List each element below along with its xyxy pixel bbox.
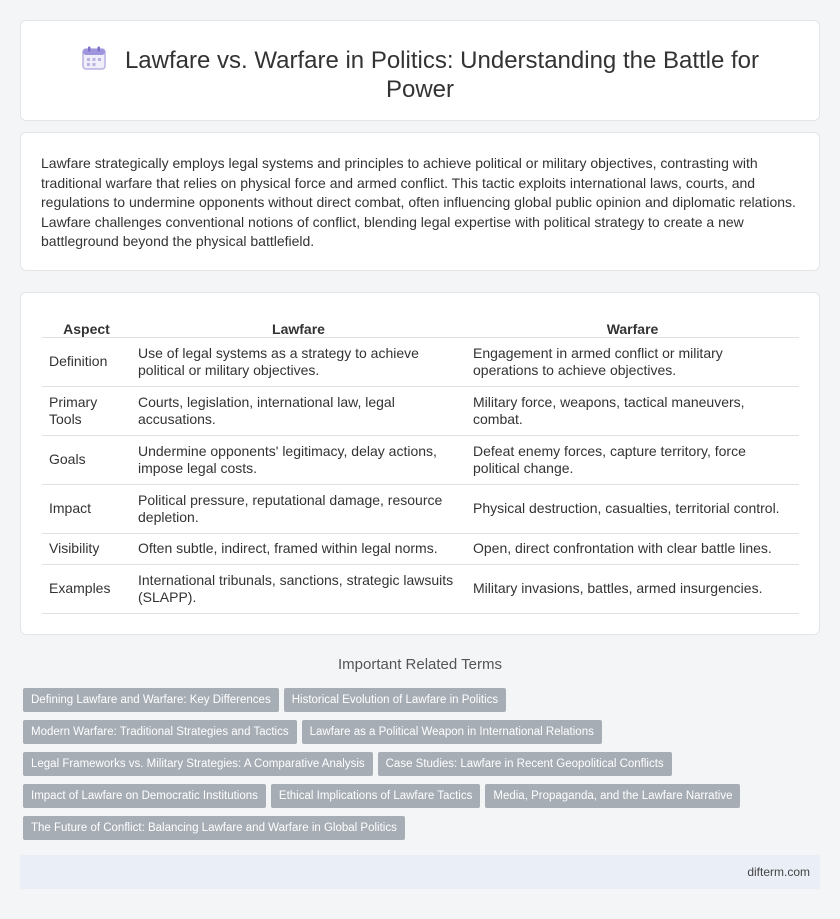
related-term-tag[interactable]: Media, Propaganda, and the Lawfare Narrative bbox=[485, 784, 740, 808]
cell-warfare: Military invasions, battles, armed insurgencies. bbox=[466, 564, 799, 613]
related-term-tag[interactable]: Defining Lawfare and Warfare: Key Differences bbox=[23, 688, 279, 712]
cell-warfare: Military force, weapons, tactical maneuvers, combat. bbox=[466, 386, 799, 435]
related-term-tag[interactable]: Modern Warfare: Traditional Strategies and Tactics bbox=[23, 720, 297, 744]
cell-warfare: Engagement in armed conflict or military operations to achieve objectives. bbox=[466, 337, 799, 386]
related-term-tag[interactable]: Legal Frameworks vs. Military Strategies: A Comparative Analysis bbox=[23, 752, 373, 776]
cell-lawfare: Use of legal systems as a strategy to achieve political or military objectives. bbox=[131, 337, 466, 386]
calendar-icon bbox=[81, 45, 107, 71]
related-term-tag[interactable]: Lawfare as a Political Weapon in International Relations bbox=[302, 720, 602, 744]
cell-aspect: Visibility bbox=[42, 533, 131, 564]
header-aspect: Aspect bbox=[42, 314, 131, 337]
table-row bbox=[42, 484, 799, 533]
related-term-tag[interactable]: Historical Evolution of Lawfare in Politics bbox=[284, 688, 506, 712]
table-header-row bbox=[42, 314, 799, 337]
page-title-wrap bbox=[21, 45, 819, 104]
table-row bbox=[42, 564, 799, 613]
comparison-table bbox=[42, 314, 799, 614]
cell-aspect: Primary Tools bbox=[42, 386, 131, 435]
cell-lawfare: Political pressure, reputational damage, resource depletion. bbox=[131, 484, 466, 533]
cell-aspect: Impact bbox=[42, 484, 131, 533]
cell-warfare: Defeat enemy forces, capture territory, force political change. bbox=[466, 435, 799, 484]
related-term-tag[interactable]: The Future of Conflict: Balancing Lawfare and Warfare in Global Politics bbox=[23, 816, 405, 840]
table-row bbox=[42, 533, 799, 564]
intro-paragraph: Lawfare strategically employs legal systems and principles to achieve political or military objectives, contrasting with traditional warfare that relies on physical force and armed conflict. This tactic exploits international laws, courts, and regulations to undermine opponents without direct combat, often influencing global public opinion and diplomatic relations. Lawfare challenges conventional notions of conflict, blending legal expertise with political strategy to create a new battleground beyond the physical battlefield. bbox=[41, 155, 796, 249]
header-lawfare: Lawfare bbox=[131, 314, 466, 337]
table-row bbox=[42, 435, 799, 484]
related-term-tag[interactable]: Ethical Implications of Lawfare Tactics bbox=[271, 784, 480, 808]
cell-lawfare: Courts, legislation, international law, legal accusations. bbox=[131, 386, 466, 435]
footer-site-link[interactable]: difterm.com bbox=[747, 865, 810, 879]
page-title: Lawfare vs. Warfare in Politics: Understanding the Battle for Power bbox=[124, 47, 760, 103]
table-row bbox=[42, 337, 799, 386]
header-warfare: Warfare bbox=[466, 314, 799, 337]
cell-lawfare: Undermine opponents' legitimacy, delay actions, impose legal costs. bbox=[131, 435, 466, 484]
comparison-card bbox=[20, 292, 820, 635]
header-card bbox=[20, 20, 820, 121]
cell-aspect: Definition bbox=[42, 337, 131, 386]
cell-aspect: Examples bbox=[42, 564, 131, 613]
cell-aspect: Goals bbox=[42, 435, 131, 484]
related-term-tag[interactable]: Impact of Lawfare on Democratic Institutions bbox=[23, 784, 266, 808]
cell-warfare: Physical destruction, casualties, territorial control. bbox=[466, 484, 799, 533]
cell-lawfare: International tribunals, sanctions, strategic lawsuits (SLAPP). bbox=[131, 564, 466, 613]
related-terms-list bbox=[23, 688, 813, 848]
intro-card bbox=[20, 132, 820, 271]
related-term-tag[interactable]: Case Studies: Lawfare in Recent Geopolitical Conflicts bbox=[378, 752, 672, 776]
table-row bbox=[42, 386, 799, 435]
cell-warfare: Open, direct confrontation with clear battle lines. bbox=[466, 533, 799, 564]
related-terms-title: Important Related Terms bbox=[338, 656, 502, 673]
footer-bar bbox=[20, 855, 820, 889]
cell-lawfare: Often subtle, indirect, framed within legal norms. bbox=[131, 533, 466, 564]
